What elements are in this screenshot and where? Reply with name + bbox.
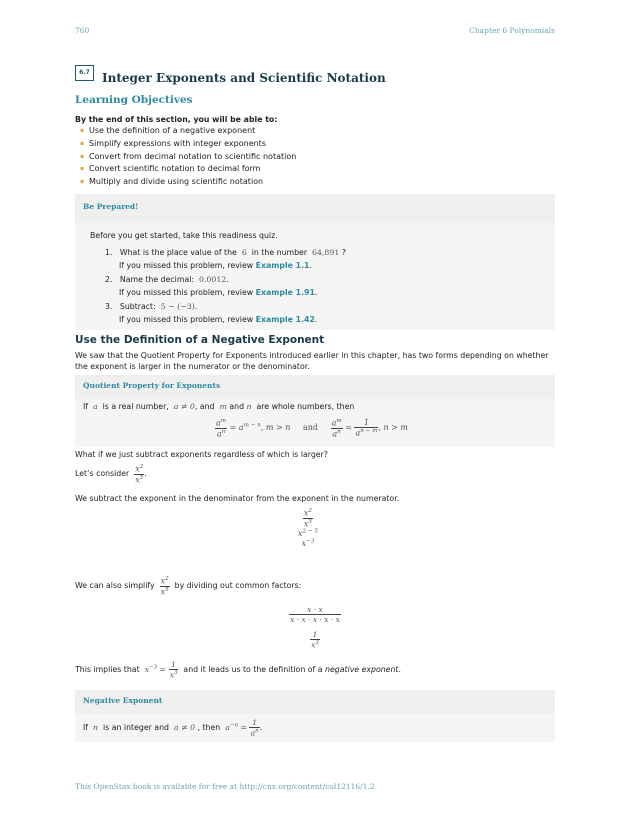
- be-prepared-intro: Before you get started, take this readiness quiz.: [90, 231, 278, 240]
- subtract-steps: $\frac{x^2}{x^5}$ $x^{2 - 5}$ $x^{-3}$: [298, 508, 318, 548]
- chapter-title: Chapter 6 Polynomials: [469, 26, 555, 35]
- example-link[interactable]: Example 1.91: [255, 288, 315, 297]
- quotient-box-title: Quotient Property for Exponents: [75, 375, 555, 399]
- consider-line: Let’s consider $\frac{x^2}{x^5}$ .: [75, 464, 147, 485]
- quiz-item-1: 1. What is the place value of the 6 in the number 64,891 ? If you missed this problem, review Example 1.1.: [105, 248, 346, 270]
- section-title: Integer Exponents and Scientific Notation: [102, 71, 386, 85]
- example-link[interactable]: Example 1.42: [255, 315, 315, 324]
- subtract-text: We subtract the exponent in the denominator from the exponent in the numerator.: [75, 494, 400, 503]
- quotient-box-text: If a is a real number, a ≠ 0, and m and n are whole numbers, then: [83, 402, 355, 411]
- section-heading: Use the Definition of a Negative Exponent: [75, 334, 325, 346]
- question-text: What if we just subtract exponents regardless of which is larger?: [75, 450, 328, 459]
- negative-box-text: If n is an integer and a ≠ 0 , then $a^{-n}$ = $\frac{1}{a^n}$ .: [83, 718, 263, 738]
- objectives-list: [80, 125, 296, 189]
- factor-steps: $\frac{x \cdot x}{x \cdot x \cdot x \cdot x \cdot x}$ $\frac{1}{x^3}$: [290, 605, 340, 650]
- quiz-item-3: 3. Subtract: 5 − (−3). If you missed this problem, review Example 1.42.: [105, 302, 318, 324]
- simplify-line: We can also simplify $\frac{x^2}{x^5}$ by dividing out common factors:: [75, 576, 302, 597]
- be-prepared-box: [75, 194, 555, 330]
- objective-item: ▪ Simplify expressions with integer exponents: [80, 138, 296, 151]
- objective-item: ▪ Use the definition of a negative exponent: [80, 125, 296, 138]
- quotient-formula: $\frac{a^m}{a^n}$ = $a^{m - n}$, m > n and $\frac{a^m}{a^n}$ = $\frac{1}{a^{n - m}}$ , n > m: [216, 418, 409, 439]
- quotient-property-box: [75, 375, 555, 447]
- negative-box-title: Negative Exponent: [75, 690, 555, 714]
- objective-item: ▪ Multiply and divide using scientific notation: [80, 176, 296, 189]
- example-link[interactable]: Example 1.1: [255, 261, 310, 270]
- section-number-badge: 6.7: [75, 65, 94, 81]
- quiz-item-2: 2. Name the decimal: 0.0012. If you missed this problem, review Example 1.91.: [105, 275, 318, 297]
- objectives-intro: By the end of this section, you will be able to:: [75, 115, 278, 124]
- footer-note: This OpenStax book is available for free at http://cnx.org/content/col12116/1.2: [75, 782, 375, 791]
- implies-line: This implies that $x^{-3}$ = $\frac{1}{x^3}$ and it leads us to the definition of a negative exponent.: [75, 660, 401, 680]
- negative-exponent-box: [75, 690, 555, 742]
- objective-item: ▪ Convert scientific notation to decimal form: [80, 163, 296, 176]
- objective-item: ▪ Convert from decimal notation to scientific notation: [80, 151, 296, 164]
- page-number: 760: [75, 26, 90, 35]
- learning-objectives-title: Learning Objectives: [75, 94, 193, 106]
- be-prepared-title: Be Prepared!: [75, 194, 555, 223]
- intro-paragraph: We saw that the Quotient Property for Exponents introduced earlier in this chapter, has two forms depending on whether the exponent is larger in the numerator or the denominator.: [75, 351, 549, 371]
